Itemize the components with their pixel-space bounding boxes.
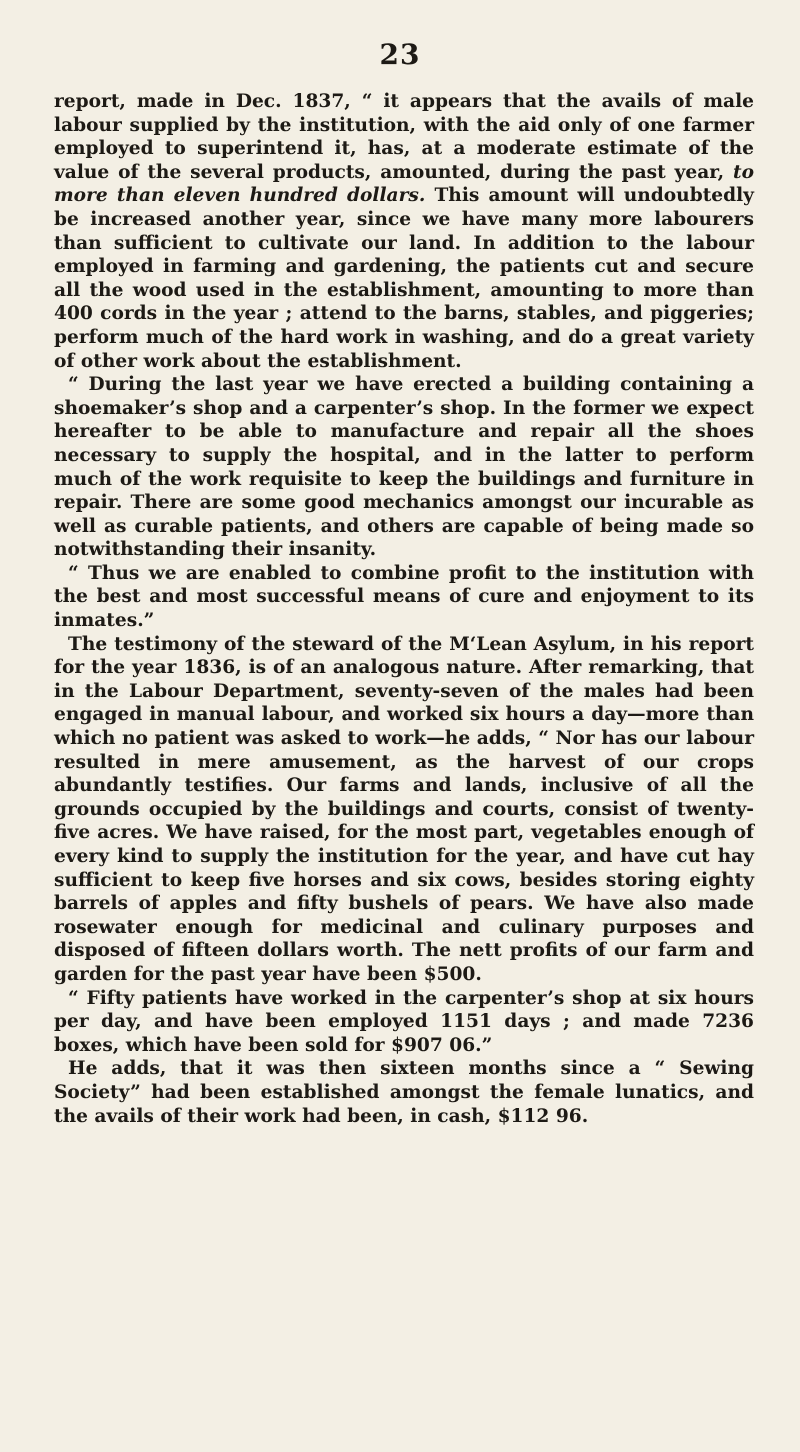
body-text: [54, 90, 754, 1128]
page-number: 23: [379, 38, 421, 71]
paragraph-1-text: report, made in Dec. 1837, “ it appears that the avails of male labour supplied by the institution, with the aid only of one farmer employed to superintend it, has, at a moderate estimate of the value of the several products, amounted, during the past year,: [54, 91, 754, 183]
paragraph-1-continuation: This amount will undoubtedly be increased another year, since we have many more labourers than sufficient to cultivate our land. In addition to the labour employed in farming and gardening, the patients cut and secure all the wood used in the establishment, amounting to more than 400 cords in the year ; attend to the barns, stables, and piggeries; perform much of the hard work in washing, and do a great variety of other work about the establishment.: [54, 185, 754, 372]
paragraph-5: “ Fifty patients have worked in the carpenter’s shop at six hours per day, and have been employed 1151 days ; and made 7236 boxes, which have been sold for $907 06.”: [54, 987, 754, 1056]
paragraph-4: The testimony of the steward of the M‘Lean Asylum, in his report for the year 1836, is of an analogous nature. After remarking, that in the Labour Department, seventy-seven of the males had been engaged in manual labour, and worked six hours a day—more than which no patient was asked to work—he adds, “ Nor has our labour resulted in mere amusement, as the harvest of our crops abundantly testifies. Our farms and lands, inclusive of all the grounds occupied by the buildings and courts, consist of twenty-five acres. We have raised, for the most part, vegetables enough of every kind to supply the institution for the year, and have cut hay sufficient to keep five horses and six cows, besides storing eighty barrels of apples and fifty bushels of pears. We have also made rosewater enough for medicinal and culinary purposes and disposed of fifteen dollars worth. The nett profits of our farm and garden for the past year have been $500.: [54, 633, 754, 985]
paragraph-3: “ Thus we are enabled to combine profit to the institution with the best and most successful means of cure and enjoyment to its inmates.”: [54, 562, 754, 632]
paragraph-6: He adds, that it was then sixteen months since a “ Sewing Society” had been established amongst the female lunatics, and the avails of their work had been, in cash, $112 96.: [54, 1058, 754, 1127]
paragraph-1-emphasis: to more than eleven hundred dollars.: [54, 161, 754, 207]
paragraph-1: [54, 90, 754, 373]
paragraph-2: “ During the last year we have erected a building containing a shoemaker’s shop and a carpenter’s shop. In the former we expect hereafter to be able to manufacture and repair all the shoes necessary to supply the hospital, and in the latter to perform much of the work requisite to keep the buildings and furniture in repair. There are some good mechanics amongst our incurable as well as curable patients, and others are capable of being made so notwithstanding their insanity.: [54, 374, 754, 561]
